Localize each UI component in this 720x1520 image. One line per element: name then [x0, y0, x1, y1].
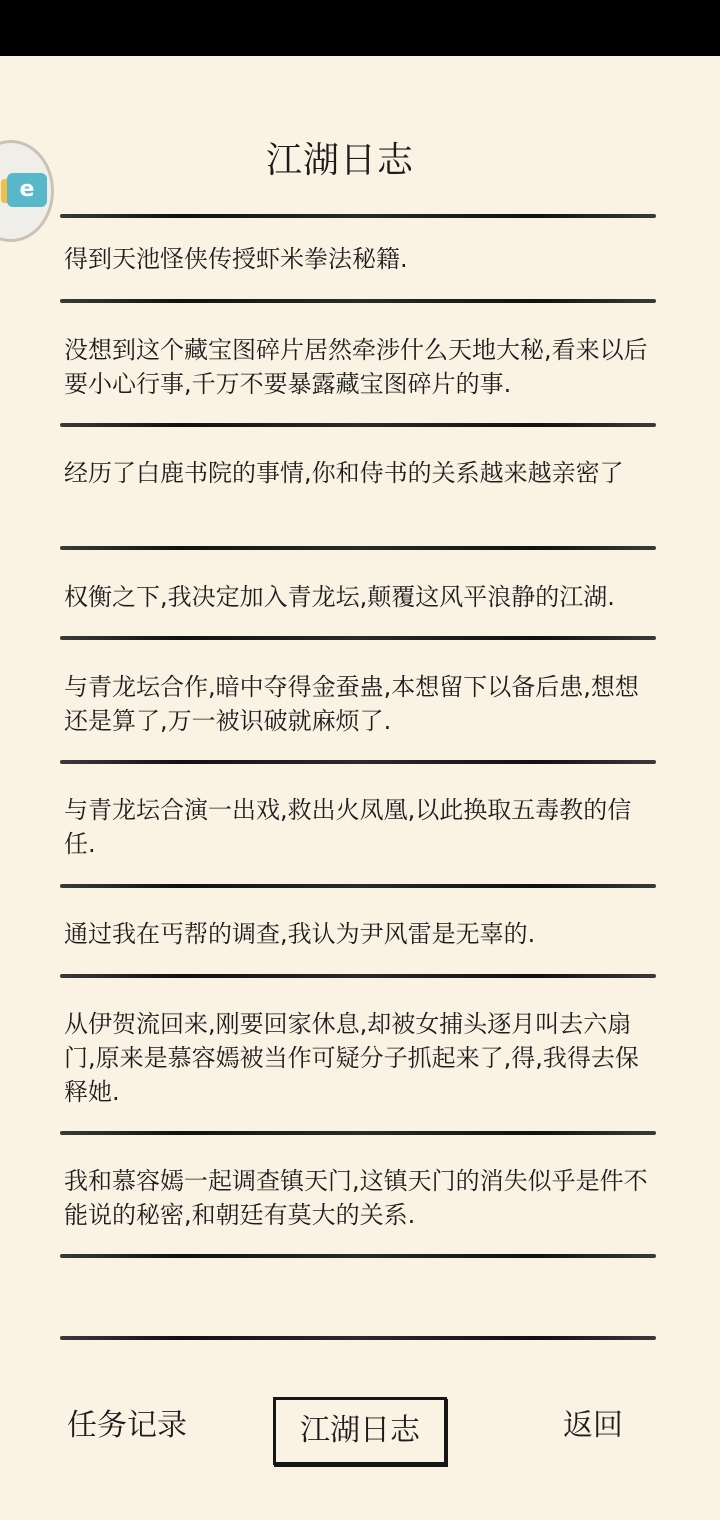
journal-entry: 与青龙坛合演一出戏,救出火凤凰,以此换取五毒教的信任. [64, 796, 632, 858]
back-button[interactable]: 返回 [563, 1408, 623, 1443]
divider [60, 636, 656, 640]
page-title: 江湖日志 [265, 140, 414, 181]
divider [60, 1254, 656, 1258]
divider [60, 1131, 656, 1135]
bottom-nav [0, 1395, 720, 1465]
divider [60, 214, 656, 218]
journal-entry: 从伊贺流回来,刚要回家休息,却被女捕头逐月叫去六扇门,原来是慕容嫣被当作可疑分子抓起来了,得,我得去保释她. [64, 1010, 639, 1106]
app-badge-icon: e [7, 173, 47, 207]
journal-entry: 权衡之下,我决定加入青龙坛,颠覆这风平浪静的江湖. [64, 583, 615, 611]
divider [60, 1336, 656, 1340]
journal-entry: 没想到这个藏宝图碎片居然牵涉什么天地大秘,看来以后要小心行事,千万不要暴露藏宝图碎片的事. [64, 336, 648, 398]
tab-task-records[interactable]: 任务记录 [67, 1408, 187, 1443]
journal-entry: 得到天池怪侠传授虾米拳法秘籍. [64, 245, 408, 273]
divider [60, 299, 656, 303]
divider [60, 760, 656, 764]
journal-entry: 我和慕容嫣一起调查镇天门,这镇天门的消失似乎是件不能说的秘密,和朝廷有莫大的关系. [64, 1167, 648, 1229]
journal-entry: 与青龙坛合作,暗中夺得金蚕蛊,本想留下以备后患,想想还是算了,万一被识破就麻烦了. [64, 673, 639, 735]
divider [60, 974, 656, 978]
divider [60, 423, 656, 427]
divider [60, 884, 656, 888]
journal-entry: 经历了白鹿书院的事情,你和侍书的关系越来越亲密了 [64, 459, 624, 487]
journal-entry: 通过我在丐帮的调查,我认为尹风雷是无辜的. [64, 920, 536, 948]
status-bar [0, 0, 720, 56]
divider [60, 546, 656, 550]
tab-jianghu-journal[interactable]: 江湖日志 [273, 1397, 447, 1465]
